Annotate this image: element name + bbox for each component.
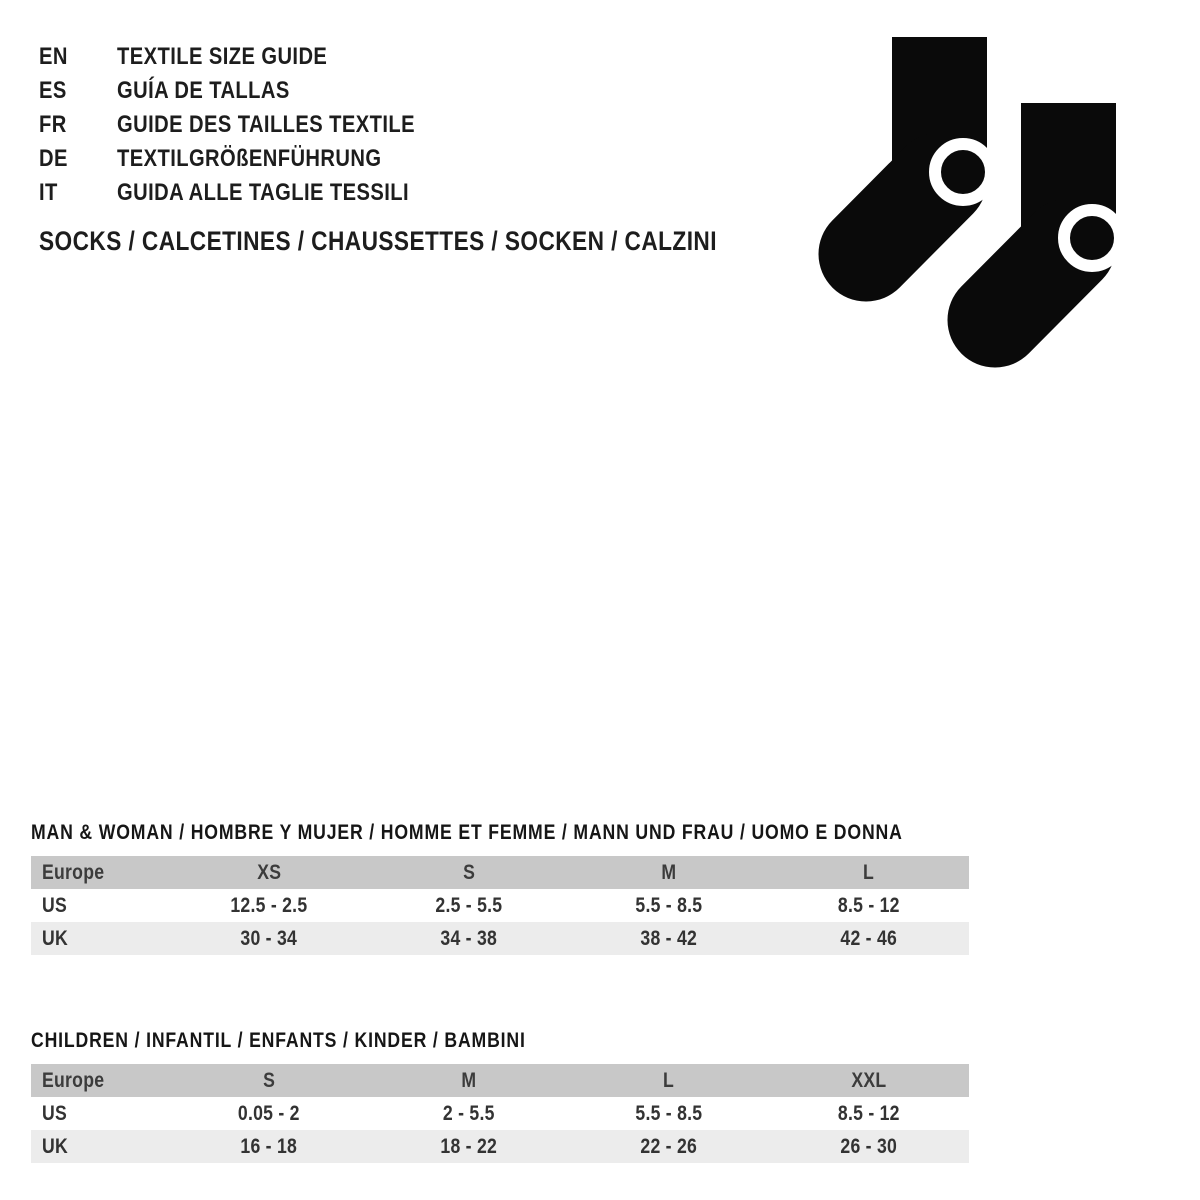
row-label [31,927,169,951]
size-value-cell [769,927,969,951]
guide-title-es: GUÍA DE TALLAS [117,77,290,104]
table-header-row [31,1064,969,1097]
size-value: 0.05 - 2 [238,1101,300,1125]
column-header-text: XXL [851,1068,887,1092]
size-value-cell [569,1135,769,1159]
column-header-region [31,861,169,885]
size-value: 5.5 - 8.5 [635,893,703,917]
guide-title-fr: GUIDE DES TAILLES TEXTILE [117,111,415,138]
table-title-adults-text: MAN & WOMAN / HOMBRE Y MUJER / HOMME ET FEMME / MANN UND FRAU / UOMO E DONNA [31,821,903,844]
guide-title-it: GUIDA ALLE TAGLIE TESSILI [117,179,409,206]
column-header-text: S [262,1068,276,1092]
size-value-cell [169,1102,369,1126]
size-value: 5.5 - 8.5 [635,1101,703,1125]
size-value-cell [769,894,969,918]
column-header-text: Europe [42,860,105,884]
guide-title-en: TEXTILE SIZE GUIDE [117,43,328,70]
language-code: DE [39,145,68,172]
column-header-text: XS [256,860,282,884]
language-code: ES [39,77,67,104]
size-table-adults [31,820,969,955]
column-header-size [169,1069,369,1093]
size-value: 8.5 - 12 [838,893,900,917]
guide-title-de: TEXTILGRÖßENFÜHRUNG [117,145,382,172]
size-value-cell [369,927,569,951]
size-value-cell [169,927,369,951]
column-header-size [169,861,369,885]
column-header-size [369,1069,569,1093]
column-header-text: M [661,860,677,884]
size-value: 30 - 34 [240,926,298,950]
size-value: 42 - 46 [840,926,898,950]
socks-icon [780,0,1200,420]
table-title-children-text: CHILDREN / INFANTIL / ENFANTS / KINDER / BAMBINI [31,1029,526,1052]
size-value-cell [369,1135,569,1159]
row-label [31,1135,169,1159]
column-header-region [31,1069,169,1093]
size-value: 2 - 5.5 [443,1101,495,1125]
table-row-us [31,889,969,922]
language-code: FR [39,111,67,138]
language-code: EN [39,43,68,70]
column-header-text: Europe [42,1068,105,1092]
row-label-text: US [42,1101,68,1125]
row-label-text: UK [42,926,68,950]
table-row-uk [31,1130,969,1163]
size-value: 2.5 - 5.5 [435,893,503,917]
column-header-size [769,1069,969,1093]
language-code: IT [39,179,58,206]
column-header-text: L [863,860,875,884]
row-label-text: US [42,893,68,917]
table-header-row [31,856,969,889]
column-header-text: S [462,860,476,884]
table-row-uk [31,922,969,955]
size-value-cell [369,1102,569,1126]
table-title-children [31,1028,969,1064]
size-value-cell [169,1135,369,1159]
size-value: 22 - 26 [640,1134,698,1158]
row-label [31,1102,169,1126]
size-value-cell [369,894,569,918]
size-value-cell [569,1102,769,1126]
size-value-cell [169,894,369,918]
table-row-us [31,1097,969,1130]
size-value-cell [569,927,769,951]
column-header-size [369,861,569,885]
column-header-size [769,861,969,885]
table-title-adults [31,820,969,856]
size-value: 26 - 30 [840,1134,898,1158]
size-value: 8.5 - 12 [838,1101,900,1125]
size-value: 12.5 - 2.5 [230,893,308,917]
size-value-cell [769,1135,969,1159]
column-header-size [569,1069,769,1093]
size-value: 18 - 22 [440,1134,498,1158]
row-label [31,894,169,918]
size-table-children [31,1028,969,1163]
category-heading-text: SOCKS / CALCETINES / CHAUSSETTES / SOCKEN / CALZINI [39,226,717,256]
size-value: 38 - 42 [640,926,698,950]
category-heading [39,224,846,258]
size-value: 34 - 38 [440,926,498,950]
size-value-cell [569,894,769,918]
column-header-text: L [663,1068,675,1092]
row-label-text: UK [42,1134,68,1158]
column-header-text: M [461,1068,477,1092]
column-header-size [569,861,769,885]
size-value: 16 - 18 [240,1134,298,1158]
size-value-cell [769,1102,969,1126]
